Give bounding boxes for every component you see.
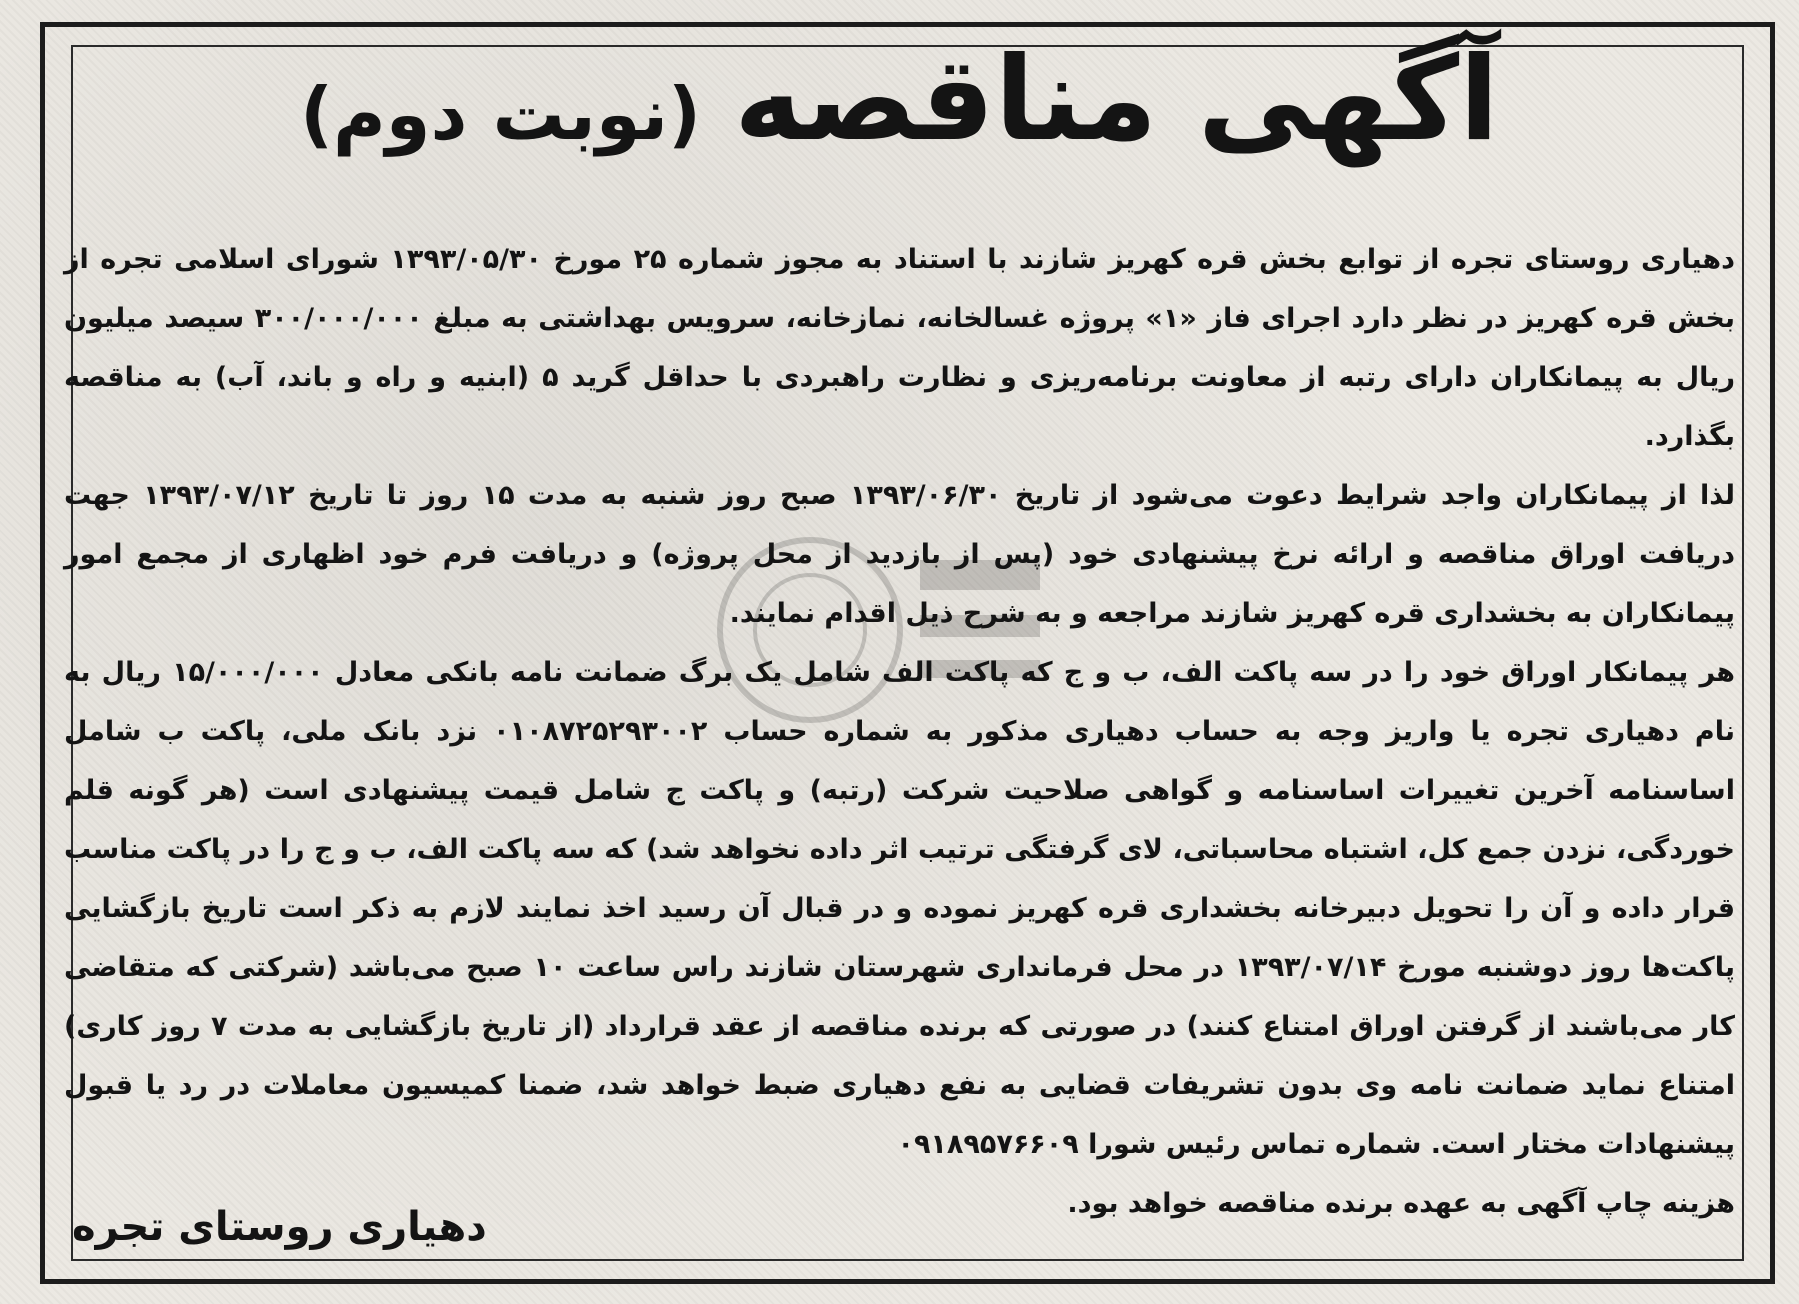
paragraph-intro: دهیاری روستای تجره از توابع بخش قره کهریز شازند با استناد به مجوز شماره ۲۵ مورخ ۱۳۹۳/۰۵/۳۰ شورای اسلامی تجره از بخش قره کهریز در نظر دارد اجرای فاز «۱» پروژه غسالخانه، نمازخانه، سرویس بهداشتی به مبلغ ۳۰۰/۰۰۰/۰۰۰ سیصد میلیون ریال به پیمانکاران دارای رتبه از معاونت برنامه‌ریزی و نظارت راهبردی با حداقل گرید ۵ (ابنیه و راه و باند، آب) به مناقصه بگذارد. — [64, 244, 1736, 452]
signature: دهیاری روستای تجره — [72, 1204, 487, 1250]
paragraph-conditions: هر پیمانکار اوراق خود را در سه پاکت الف، ب و ج که پاکت الف شامل یک برگ ضمانت نامه بانکی معادل ۱۵/۰۰۰/۰۰۰ ریال به نام دهیاری تجره یا واریز وجه به حساب دهیاری مذکور به شماره حساب ۰۱۰۸۷۲۵۲۹۳۰۰۲ نزد بانک ملی، پاکت ب شامل اساسنامه آخرین تغییرات اساسنامه و گواهی صلاحیت شرکت (رتبه) و پاکت ج شامل قیمت پیشنهادی است (هر گونه قلم خوردگی، نزدن جمع کل، اشتباه محاسباتی، لای گرفتگی ترتیب اثر داده نخواهد شد) که سه پاکت الف، ب و ج را در پاکت مناسب قرار داده و آن را تحویل دبیرخانه بخشداری قره کهریز نموده و در قبال آن رسید اخذ نمایند لازم به ذکر است تاریخ بازگشایی پاکت‌ها روز دوشنبه مورخ ۱۳۹۳/۰۷/۱۴ در محل فرمانداری شهرستان شازند راس ساعت ۱۰ صبح می‌باشد (شرکتی که متقاضی کار می‌باشند از گرفتن اوراق امتناع کنند) در صورتی که برنده مناقصه از عقد قرارداد (از تاریخ بازگشایی به مدت ۷ روز کاری) امتناع نماید ضمانت نامه وی بدون تشریفات قضایی به نفع دهیاری ضبط خواهد شد، ضمنا کمیسیون معاملات در رد یا قبول پیشنهادات مختار است. شماره تماس رئیس شورا ۰۹۱۸۹۵۷۶۶۰۹ — [64, 657, 1736, 1160]
paragraph-invitation: لذا از پیمانکاران واجد شرایط دعوت می‌شود از تاریخ ۱۳۹۳/۰۶/۳۰ صبح روز شنبه به مدت ۱۵ روز تا تاریخ ۱۳۹۳/۰۷/۱۲ جهت دریافت اوراق مناقصه و ارائه نرخ پیشنهادی خود (پس از بازدید از محل پروژه) و دریافت فرم خود اظهاری از مجمع امور پیمانکاران به بخشداری قره کهریز شازند مراجعه و به شرح ذیل اقدام نمایند. — [64, 480, 1736, 629]
paragraph-cost: هزینه چاپ آگهی به عهده برنده مناقصه خواهد بود. — [1067, 1188, 1735, 1219]
title-subtitle: (نوبت دوم) — [300, 72, 701, 156]
notice-title — [0, 32, 1799, 167]
title-main: آگهی مناقصه — [734, 32, 1499, 167]
notice-body — [64, 230, 1735, 1233]
